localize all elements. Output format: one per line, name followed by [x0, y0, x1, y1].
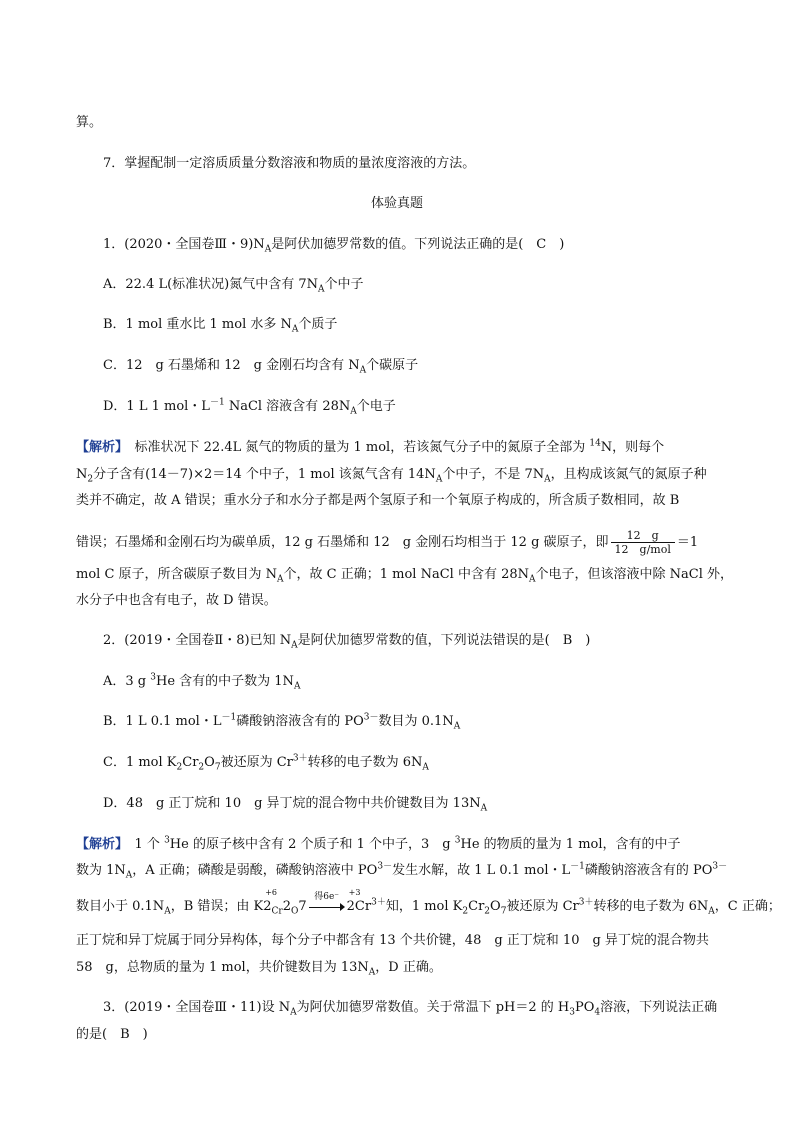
q1-option-a: A．22.4 L(标准状况)氮气中含有 $7N_A$个中子 — [103, 277, 364, 295]
reaction-arrow — [309, 891, 345, 914]
q2-stem: 2．(2019・全国卷Ⅱ・8)已知 $N_A$是阿伏加德罗常数的值，下列说法错误的是( B ) — [103, 633, 591, 651]
q2-option-c: C．1 mol $K_2Cr_2O_7$被还原为 $Cr^{3+}$转移的电子数为 $6N_A$ — [103, 753, 429, 773]
q2-option-a: A．3 g $^3$He 含有的中子数为 $1N_A$ — [103, 672, 301, 692]
q1-option-d: D．1 L 1 mol・$L^{-1}$ NaCl 溶液含有 $28N_A$个电子 — [103, 397, 396, 417]
q1-stem: 1．(2020・全国卷Ⅲ・$9)N_A$是阿伏加德罗常数的值。下列说法正确的是( C ) — [103, 237, 565, 255]
section-title: 体验真题 — [370, 196, 423, 211]
objective-7: 7．掌握配制一定溶质质量分数溶液和物质的量浓度溶液的方法。 — [103, 156, 476, 171]
q2-analysis-line-4: 正丁烷和异丁烷属于同分异构体，每个分子中都含有 13 个共价键，48 g 正丁烷和 10 g 异丁烷的混合物共 — [76, 933, 709, 948]
oxidation-state-cr3: +3 — [348, 888, 361, 897]
electron-transfer-label: 得6e⁻ — [314, 891, 340, 902]
q1-option-c: C．12 g 石墨烯和 12 g 金刚石均含有 $N_A$个碳原子 — [103, 358, 419, 376]
q1-analysis-line-3: 类并不确定，故 A 错误；重水分子和水分子都是两个氢原子和一个氧原子构成的，所含质子数相同，故 B — [76, 493, 680, 508]
prev-text-tail: 算。 — [76, 115, 103, 130]
analysis-tag: 【解析】 — [76, 440, 122, 455]
q3-stem-line-2: 的是( B ) — [76, 1027, 148, 1042]
q2-analysis-line-2: 数为 $1N_A$，A 正确；磷酸是弱酸，磷酸钠溶液中 $PO^{3-}$发生水解，故 1 L 0.1 mol・$L^{-1}$磷酸钠溶液含有的 $PO^{3-}$ — [76, 861, 728, 881]
q2-analysis-line-5: 58 g，总物质的量为 1 mol，共价键数目为 $13N_A$，D 正确。 — [76, 960, 442, 978]
q2-analysis-line-1: 【解析】 1 个 $^3$He 的原子核中含有 2 个质子和 1 个中子，3 g $^3$He 的物质的量为 1 mol，含有的中子 — [76, 835, 681, 852]
q1-option-b: B．1 mol 重水比 1 mol 水多 $N_A$个质子 — [103, 317, 338, 335]
q2-analysis-line-3: 数目小于 $0.1N_A$，B 错误；由 K +6 $2_{Cr}2_O7$ 得6e⁻ +3 $2Cr^{3+}$知，1 mol $K_2Cr_2O_7$被还原为 $Cr^{3+}$转移的电子数为 $6N_A$，C 正确； — [76, 888, 781, 917]
analysis-tag: 【解析】 — [76, 837, 122, 852]
q1-analysis-line-5: mol C 原子，所含碳原子数目为 $N_A$个，故 C 正确；1 mol NaCl 中含有 $28N_A$个电子，但该溶液中除 NaCl 外， — [76, 567, 734, 585]
q2-option-b: B．1 L 0.1 mol・$L^{-1}$磷酸钠溶液含有的 $PO^{3-}$数目为 $0.1N_A$ — [103, 712, 461, 732]
q2-option-d: D．48 g 正丁烷和 10 g 异丁烷的混合物中共价键数目为 $13N_A$ — [103, 796, 488, 814]
q1-analysis-line-1: 【解析】 标准状况下 22.4L 氮气的物质的量为 1 mol，若该氮气分子中的氮原子全部为 $^{14}$N，则每个 — [76, 438, 665, 455]
fraction: $\frac{12 g}{\text{12 g/mol}}$ — [611, 529, 675, 556]
oxidation-state-cr6: +6 — [265, 888, 278, 897]
q3-stem-line-1: 3．(2019・全国卷Ⅲ・11)设 $N_A$为阿伏加德罗常数值。关于常温下 pH＝2 的 $H_3PO_4$溶液，下列说法正确 — [103, 1000, 718, 1018]
q1-analysis-line-2: $N_2$分子含有(14－7)×2＝14 个中子，1 mol 该氮气含有 $14N_A$个中子，不是 $7N_A$，且构成该氮气的氮原子种 — [76, 467, 707, 485]
q1-analysis-line-6: 水分子中也含有电子，故 D 错误。 — [76, 593, 277, 608]
q1-analysis-line-4: 错误；石墨烯和金刚石均为碳单质，12 g 石墨烯和 12 g 金刚石均相当于 12 g 碳原子，即 $\frac{12 g}{\text{12 g/mol}}$ ＝1 — [76, 529, 699, 556]
